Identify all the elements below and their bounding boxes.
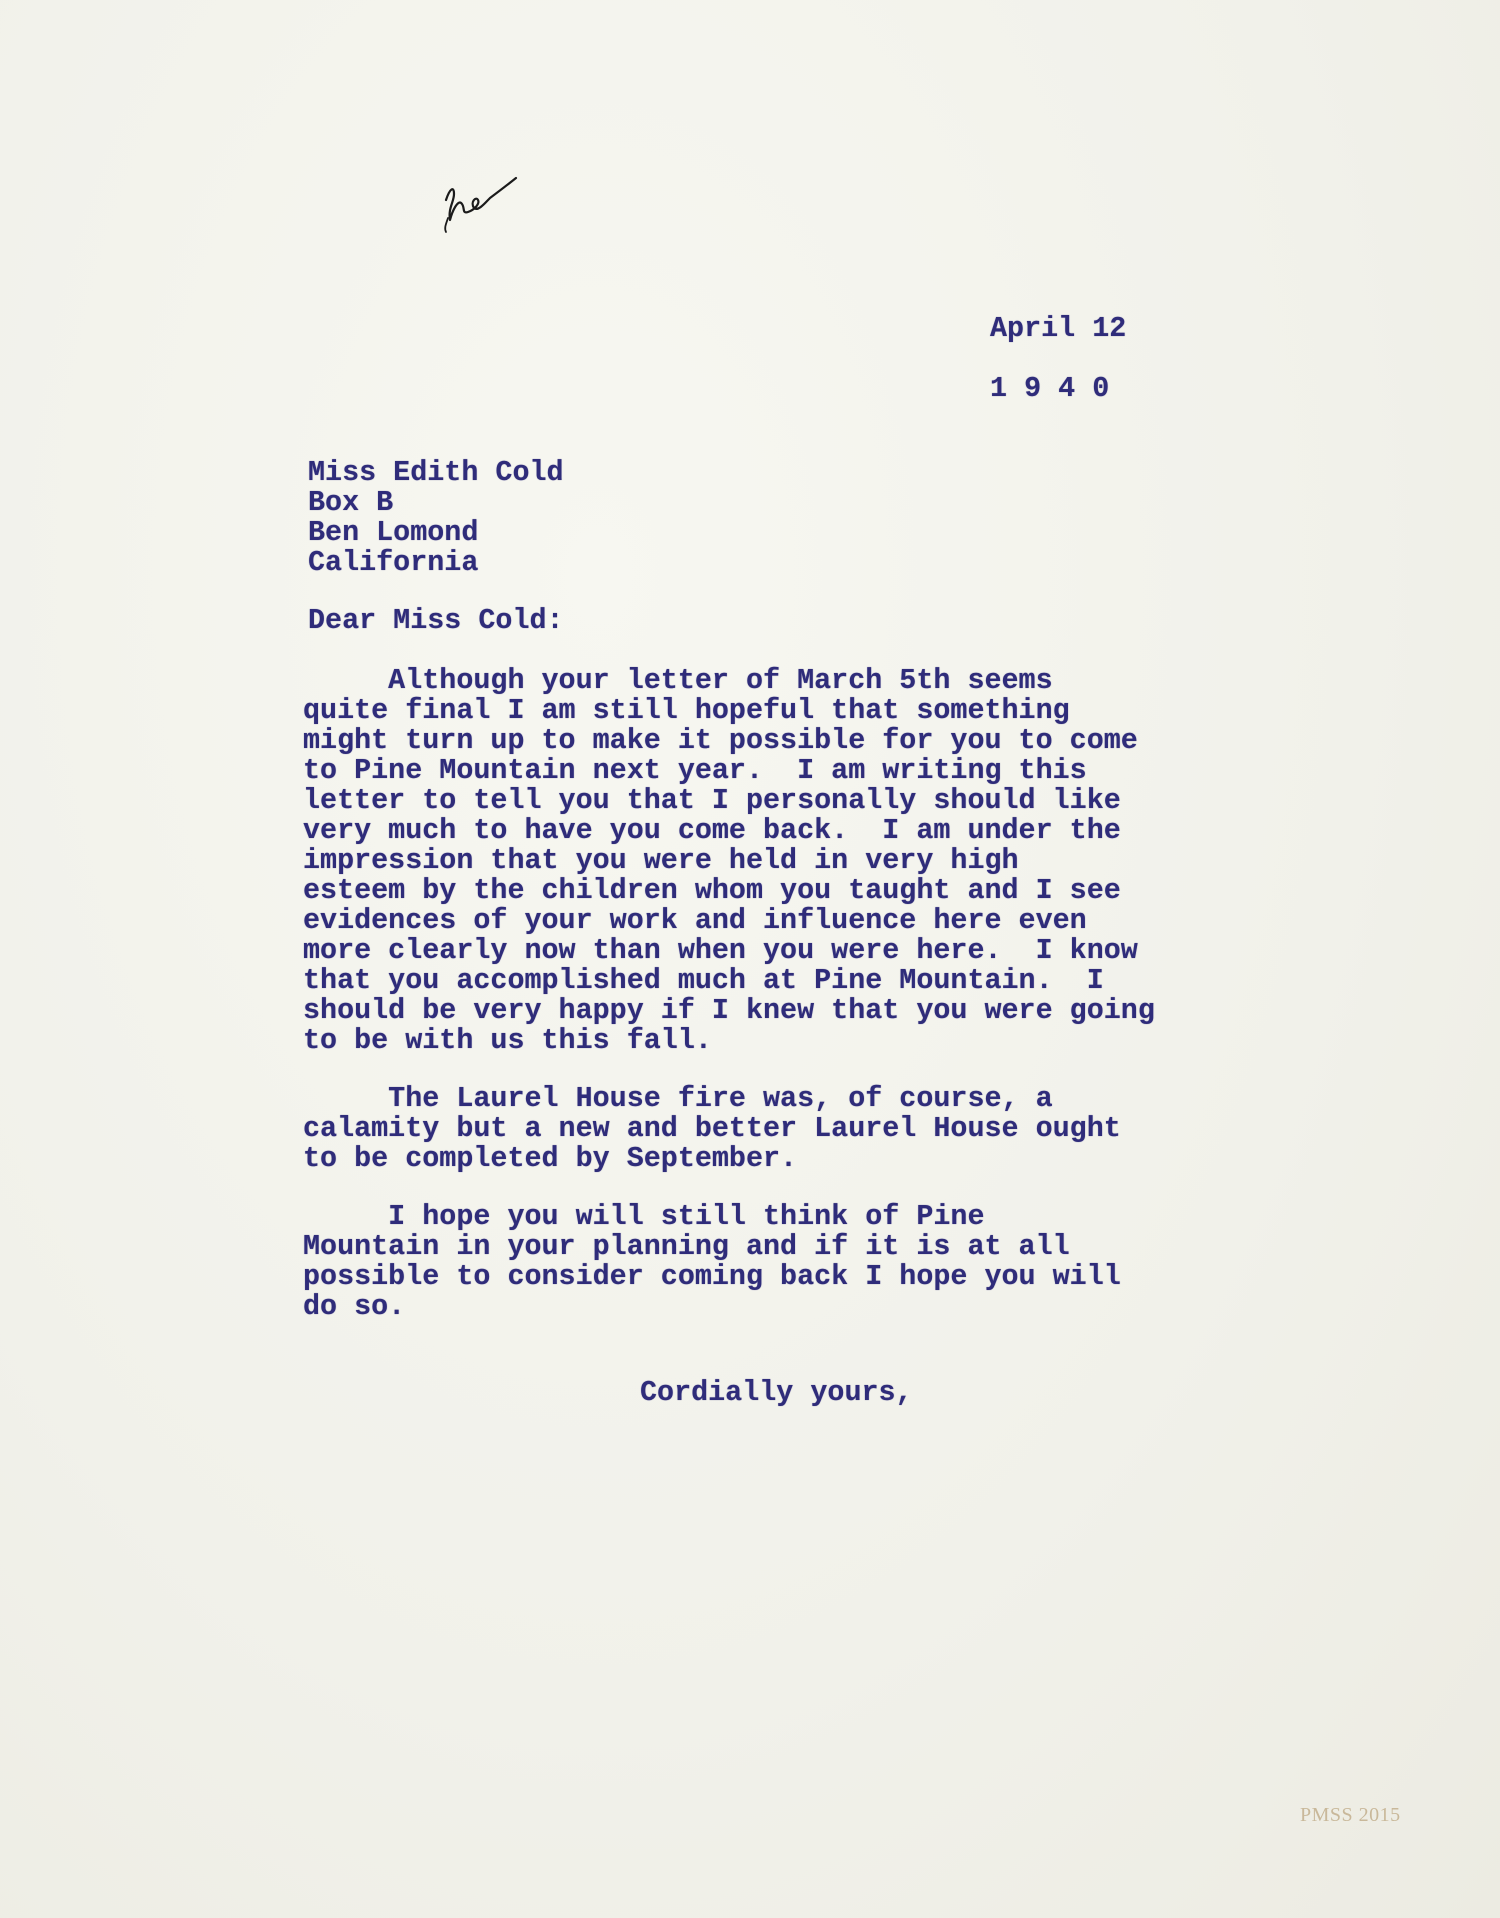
body-line: should be very happy if I knew that you were going — [303, 994, 1155, 1027]
body-line: calamity but a new and better Laurel House ought — [303, 1112, 1121, 1145]
body-line: very much to have you come back. I am under the — [303, 814, 1121, 847]
body-line: to be with us this fall. — [303, 1024, 712, 1057]
body-line: Mountain in your planning and if it is at all — [303, 1230, 1070, 1263]
salutation: Dear Miss Cold: — [308, 604, 564, 637]
body-line: that you accomplished much at Pine Mountain. I — [303, 964, 1104, 997]
body-line: I hope you will still think of Pine — [303, 1200, 985, 1233]
body-line: possible to consider coming back I hope you will — [303, 1260, 1121, 1293]
body-line: might turn up to make it possible for you to come — [303, 724, 1138, 757]
address-line: California — [308, 546, 479, 579]
address-line: Miss Edith Cold — [308, 456, 564, 489]
address-line: Ben Lomond — [308, 516, 479, 549]
body-line: do so. — [303, 1290, 406, 1323]
body-line: to Pine Mountain next year. I am writing this — [303, 754, 1087, 787]
archive-stamp: PMSS 2015 — [1300, 1804, 1401, 1826]
body-line: esteem by the children whom you taught and I see — [303, 874, 1121, 907]
body-line: to be completed by September. — [303, 1142, 798, 1175]
body-line: impression that you were held in very high — [303, 844, 1019, 877]
body-line: The Laurel House fire was, of course, a — [303, 1082, 1053, 1115]
body-line: letter to tell you that I personally should like — [303, 784, 1121, 817]
body-line: evidences of your work and influence here even — [303, 904, 1087, 937]
letter-date: April 12 — [990, 312, 1127, 345]
body-line: more clearly now than when you were here. I know — [303, 934, 1138, 967]
body-line: Although your letter of March 5th seems — [303, 664, 1053, 697]
letter-year: 1 9 4 0 — [990, 372, 1110, 405]
closing: Cordially yours, — [640, 1376, 913, 1409]
body-line: quite final I am still hopeful that something — [303, 694, 1070, 727]
handwritten-initials-mark — [440, 168, 520, 238]
address-line: Box B — [308, 486, 394, 519]
